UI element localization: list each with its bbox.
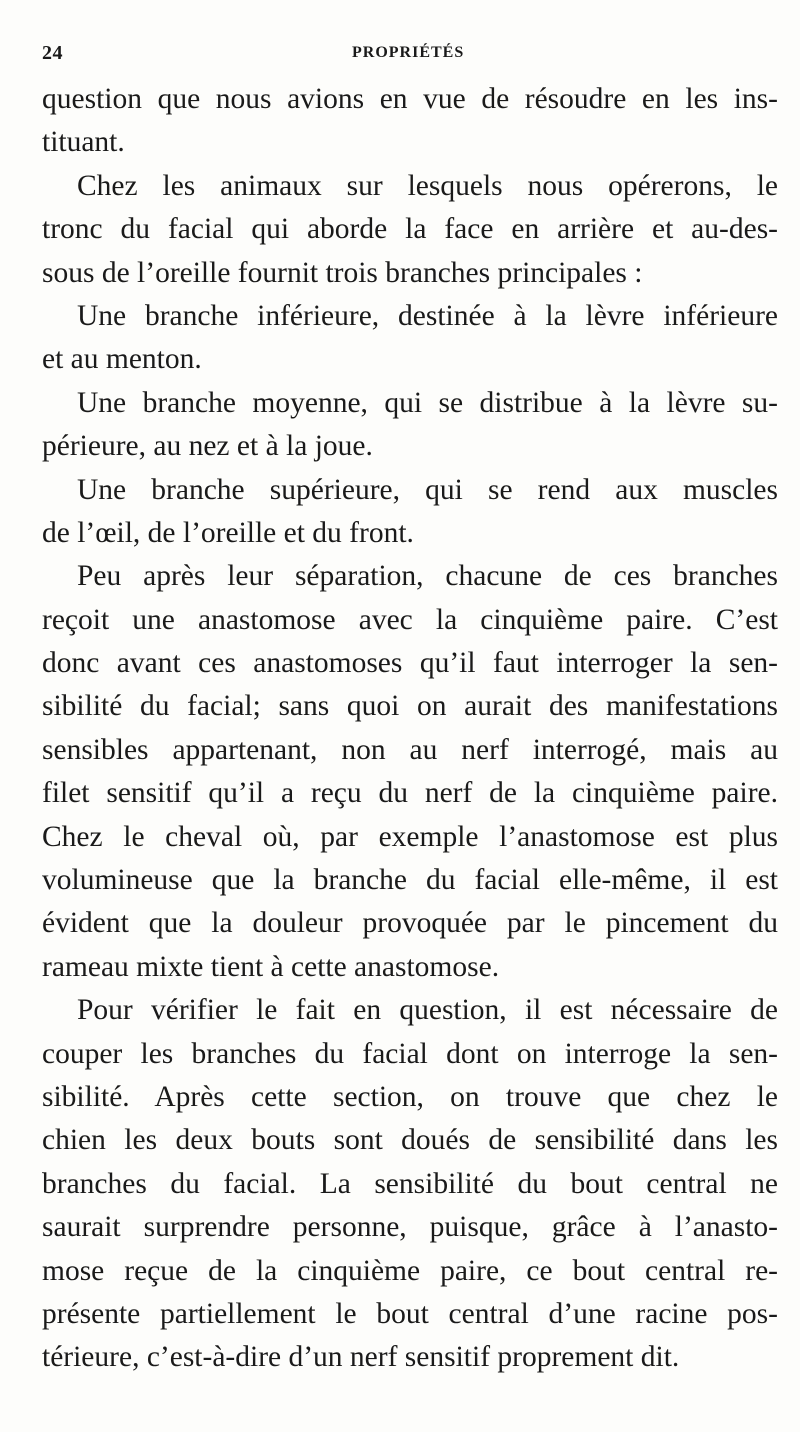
paragraph [42, 78, 778, 165]
paragraph [42, 165, 778, 295]
text-line: Chez les animaux sur lesquels nous opérerons, le [77, 169, 778, 202]
text-line: saurait surprendre personne, puisque, grâce à l’anasto- [42, 1211, 778, 1244]
text-line: Pour vérifier le fait en question, il est nécessaire de [77, 994, 778, 1027]
paragraph [42, 989, 778, 1380]
text-line: Une branche supérieure, qui se rend aux muscles [77, 473, 778, 506]
text-line: reçoit une anastomose avec la cinquième paire. C’est [42, 603, 778, 636]
paragraph [42, 555, 778, 989]
body-text [42, 78, 778, 1380]
text-line: Une branche moyenne, qui se distribue à la lèvre su- [77, 386, 778, 419]
text-line: volumineuse que la branche du facial elle-même, il est [42, 864, 778, 897]
running-head [42, 40, 776, 70]
text-line: sibilité. Après cette section, on trouve que chez le [42, 1080, 778, 1113]
text-line: branches du facial. La sensibilité du bout central ne [42, 1167, 778, 1200]
text-line: de l’œil, de l’oreille et du front. [42, 516, 414, 549]
text-line: Chez le cheval où, par exemple l’anastomose est plus [42, 820, 778, 853]
text-line: mose reçue de la cinquième paire, ce bout central re- [42, 1254, 778, 1287]
text-line: sibilité du facial; sans quoi on aurait des manifestations [42, 690, 778, 723]
text-line: tronc du facial qui aborde la face en arrière et au-des- [42, 213, 778, 246]
text-line: présente partiellement le bout central d’une racine pos- [42, 1297, 778, 1330]
text-line: et au menton. [42, 343, 202, 376]
running-title: PROPRIÉTÉS [352, 44, 465, 61]
paragraph [42, 469, 778, 556]
text-line: tituant. [42, 126, 125, 159]
text-line: térieure, c’est-à-dire d’un nerf sensitif proprement dit. [42, 1341, 680, 1374]
text-line: filet sensitif qu’il a reçu du nerf de la cinquième paire. [42, 777, 778, 810]
paragraph [42, 295, 778, 382]
text-line: rameau mixte tient à cette anastomose. [42, 950, 500, 983]
text-line: sensibles appartenant, non au nerf interrogé, mais au [42, 733, 778, 766]
text-line: Peu après leur séparation, chacune de ces branches [77, 560, 778, 593]
page-number: 24 [42, 42, 63, 64]
text-line: périeure, au nez et à la joue. [42, 430, 373, 463]
text-line: sous de l’oreille fournit trois branches principales : [42, 256, 643, 289]
text-line: Une branche inférieure, destinée à la lèvre inférieure [77, 299, 778, 332]
text-line: couper les branches du facial dont on interroge la sen- [42, 1037, 778, 1070]
text-line: chien les deux bouts sont doués de sensibilité dans les [42, 1124, 778, 1157]
text-line: évident que la douleur provoquée par le pincement du [42, 907, 778, 940]
text-line: donc avant ces anastomoses qu’il faut interroger la sen- [42, 647, 778, 680]
paragraph [42, 382, 778, 469]
text-line: question que nous avions en vue de résoudre en les ins- [42, 83, 778, 115]
